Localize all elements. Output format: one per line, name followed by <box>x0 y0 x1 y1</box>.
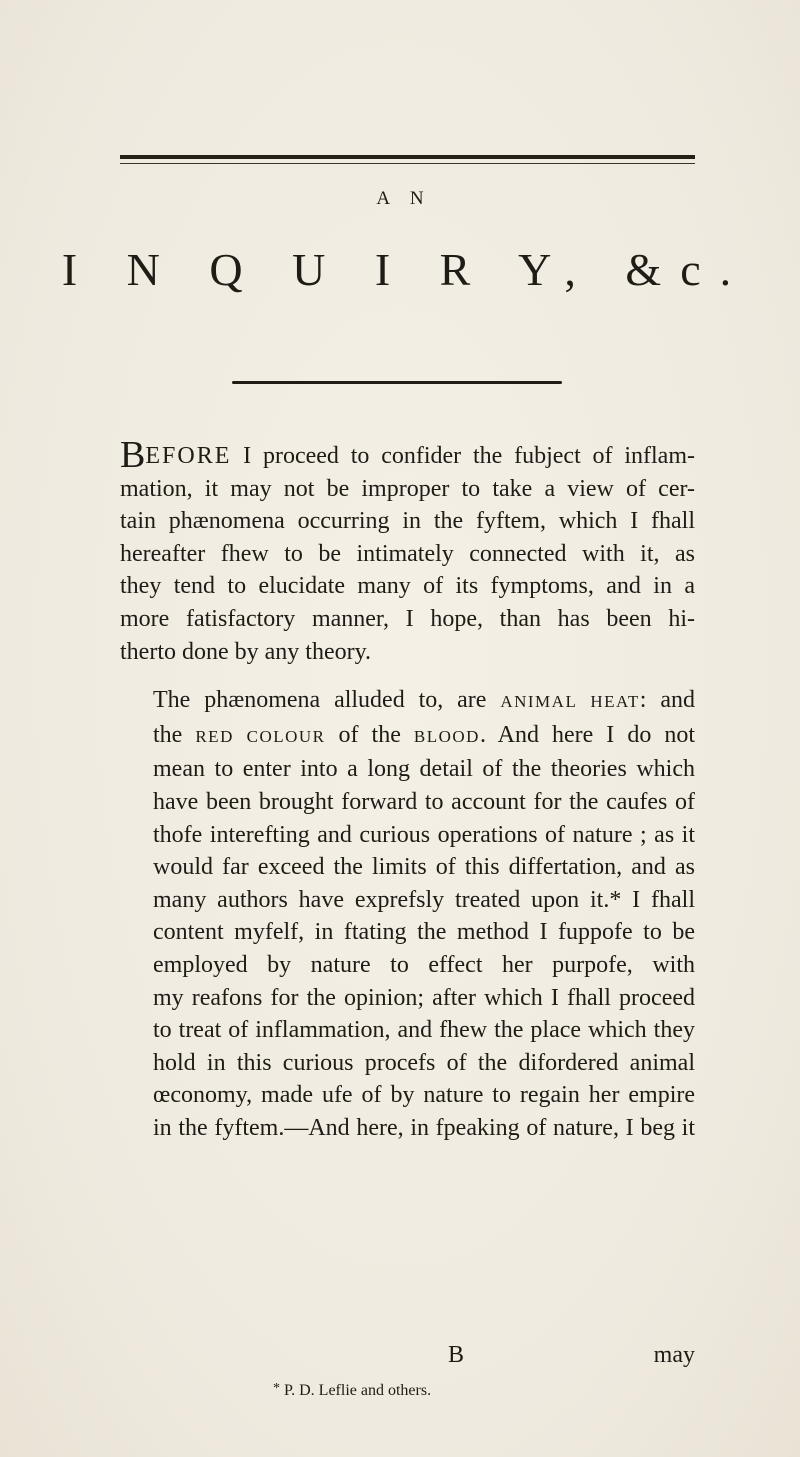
signature-mark: B <box>448 1342 465 1368</box>
paragraph-1-line-4: hereafter fhew to be intimately connected with it, as <box>120 540 695 567</box>
paragraph-1-line-1: BEFORE I proceed to confider the fubject of inflam- <box>120 434 695 476</box>
section-divider-rule <box>232 381 562 384</box>
page-title: I N Q U I R Y, &c. <box>61 244 751 295</box>
title-kicker: A N <box>376 188 432 209</box>
paragraph-2-line-11: to treat of inflammation, and fhew the place which they <box>153 1017 695 1044</box>
top-double-rule-thin <box>120 163 695 164</box>
paragraph-2-line-7: many authors have exprefsly treated upon it.* I fhall <box>153 886 695 913</box>
paragraph-2-line-8: content myfelf, in ftating the method I fuppofe to be <box>153 919 695 946</box>
small-caps-animal-heat: ANIMAL HEAT <box>500 692 640 712</box>
drop-cap: B <box>120 434 146 476</box>
paragraph-2-line-9: employed by nature to effect her purpofe, with <box>153 951 695 978</box>
footnote <box>273 1381 431 1400</box>
paragraph-2-line-6: would far exceed the limits of this differtation, and as <box>153 854 695 881</box>
paragraph-2-line-2: the RED COLOUR of the BLOOD. And here I do not <box>153 721 696 748</box>
paragraph-2-line-12: hold in this curious procefs of the difordered animal <box>153 1049 695 1076</box>
paragraph-1-line-6: more fatisfactory manner, I hope, than has been hi- <box>120 605 695 632</box>
body-text <box>120 434 696 1144</box>
small-caps-red-colour: RED COLOUR <box>195 726 326 746</box>
paragraph-1-line-5: they tend to elucidate many of its fymptoms, and in a <box>120 573 695 600</box>
paragraph-1 <box>120 434 695 668</box>
catchword: may <box>653 1342 695 1368</box>
page-foot-row <box>120 1342 695 1376</box>
paragraph-1-line-3: tain phænomena occurring in the fyftem, which I fhall <box>120 508 695 535</box>
paragraph-2-line-13: œconomy, made ufe of by nature to regain her empire <box>153 1082 695 1109</box>
paragraph-2-line-3: mean to enter into a long detail of the theories which <box>153 756 695 783</box>
top-double-rule-thick <box>120 155 695 159</box>
paragraph-2-line-4: have been brought forward to account for the caufes of <box>153 788 695 815</box>
paragraph-2-line-1: The phænomena alluded to, are ANIMAL HEAT: and <box>153 687 695 714</box>
paragraph-2-line-10: my reafons for the opinion; after which I fhall proceed <box>153 984 695 1011</box>
paragraph-2 <box>120 684 695 1144</box>
paragraph-1-line-7: therto done by any theory. <box>120 638 372 665</box>
footnote-text: P. D. Leflie and others. <box>284 1382 432 1399</box>
footnote-mark: * <box>273 1381 280 1396</box>
paragraph-1-line-2: mation, it may not be improper to take a view of cer- <box>120 475 695 502</box>
paragraph-2-line-5: thofe interefting and curious operations of nature ; as it <box>153 821 695 848</box>
lead-capitals: EFORE <box>145 443 232 469</box>
small-caps-blood: BLOOD <box>413 726 480 746</box>
paragraph-2-line-14: in the fyftem.—And here, in fpeaking of nature, I beg it <box>153 1114 695 1141</box>
